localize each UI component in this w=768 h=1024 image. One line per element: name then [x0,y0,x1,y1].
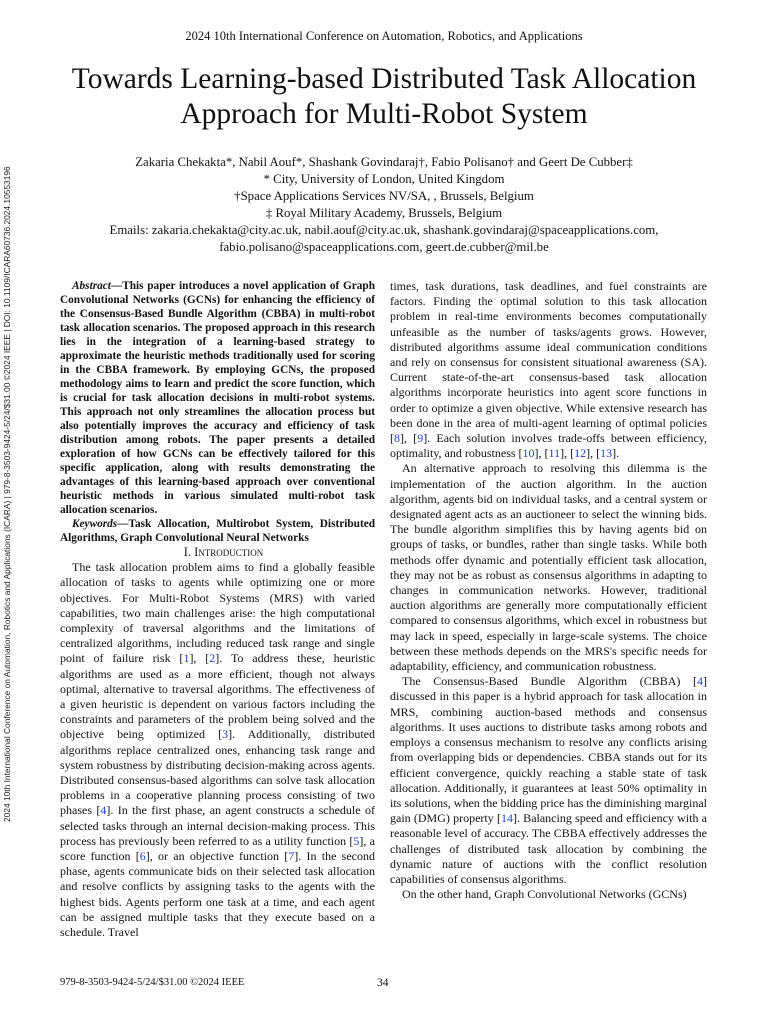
keywords-label: Keywords [72,518,118,530]
citation-link[interactable]: 11 [548,446,561,461]
citation-link[interactable]: 6 [139,849,146,864]
abstract [60,279,375,517]
title-line-1: Towards Learning-based Distributed Task Allocation [71,63,697,95]
citation-link[interactable]: 1 [183,651,190,666]
keywords-text: —Task Allocation, Multirobot System, Distributed Algorithms, Graph Convolutional Neural Networks [60,518,375,544]
section-heading-introduction: I. Introduction [183,545,264,559]
doi-sidebar: 2024 10th International Conference on Automation, Robotics and Applications (ICARA) | 979-8-3503-9424-5/24/$31.00 ©2024 IEEE | DOI: 10.1109/ICARA60736.2024.10553196 [2,166,12,822]
affiliation-1: * City, University of London, United Kingdom [263,172,505,186]
citation-link[interactable]: 10 [522,446,535,461]
conference-header: 2024 10th International Conference on Automation, Robotics, and Applications [185,29,583,43]
left-column [60,279,375,940]
citation-link[interactable]: 14 [500,811,513,826]
keywords [60,517,375,545]
right-column [390,279,707,902]
author-names: Zakaria Chekakta*, Nabil Aouf*, Shashank Govindaraj†, Fabio Polisano† and Geert De Cubber‡ [135,155,633,169]
citation-link[interactable]: 5 [353,833,360,848]
citation-link[interactable]: 12 [574,446,587,461]
citation-link[interactable]: 8 [394,431,400,446]
body-paragraph-auction: An alternative approach to resolving this dilemma is the implementation of the auction algorithm. In the auction algorithm, agents bid on individual tasks, and a central system or designated agent acts as an auctioneer to select the winning bids. The bundle algorithm simplifies this by having agents bid on groups of tasks, or bundles, rather than single tasks. While both methods offer dynamic and potentially efficient task allocation, they may not be as robust as consensus algorithms in adapting to changes in communication networks. However, traditional auction algorithms are generally more computationally efficient compared to consensus algorithms, which excel in robustness but may lack in speed, especially in large-scale systems. The choice between these methods depends on the MRS's specific needs for adaptability, efficiency, and communication robustness. [390,461,707,674]
citation-link[interactable]: 4 [697,674,703,689]
title-line-2: Approach for Multi-Robot System [180,98,588,130]
citation-link[interactable]: 13 [600,446,613,461]
citation-link[interactable]: 4 [100,803,107,818]
author-block [20,154,748,256]
abstract-text: —This paper introduces a novel application of Graph Convolutional Networks (GCNs) for enhancing the efficiency of the Consensus-Based Bundle Algorithm (CBBA) in multi-robot task allocation scenarios. The proposed approach in this research lies in the integration of a learning-based strategy to approximate the heuristic methods traditionally used for scoring in the CBBA framework. By employing GCNs, the proposed methodology aims to learn and predict the score function, which is crucial for task allocation decisions in multi-robot systems. This approach not only streamlines the allocation process but also potentially improves the accuracy and efficiency of task distribution among robots. The paper presents a detailed exploration of how GCNs can be effectively tailored for this specific application, along with results demonstrating the advantages of this learning-based approach over conventional heuristic methods in various simulated multi-robot task allocation scenarios. [60,280,375,516]
footer-isbn: 979-8-3503-9424-5/24/$31.00 ©2024 IEEE [60,977,245,988]
intro-paragraph-1: The task allocation problem aims to find a globally feasible allocation of tasks to agents while optimizing one or more objectives. For Multi-Robot Systems (MRS) with varied capabilities, two main challenges arise: the high computational complexity of traversal algorithms and the limitations of centralized algorithms, including reduced task range and single point of failure risk [1], [2]. To address these, heuristic algorithms are used as a more efficient, though not always optimal, alternative to traversal algorithms. The effectiveness of a given heuristic is dependent on various factors including the constraints and parameters of the problem being solved and the objective being optimized [3]. Additionally, distributed algorithms replace centralized ones, enhancing task range and system robustness by distributing decision-making across agents. Distributed consensus-based algorithms can solve task allocation problems in a cooperative planning process consisting of two phases [4]. In the first phase, an agent constructs a schedule of selected tasks through an internal decision-making process. This process has previously been referred to as a utility function [5], a score function [6], or an objective function [7]. In the second phase, agents communicate bids on their selected task allocation and resolve conflicts by assigning tasks to the agents with the highest bids. Agents perform one task at a time, and each agent can be assigned multiple tasks that they execute based on a schedule. Travel [60,560,376,940]
page-number: 34 [377,977,389,989]
citation-link[interactable]: 2 [209,651,216,666]
abstract-label: Abstract [72,280,111,292]
citation-link[interactable]: 3 [222,727,229,742]
citation-link[interactable]: 9 [417,431,424,446]
body-paragraph-continued: times, task durations, task deadlines, and fuel constraints are factors. Finding the optimal solution to this task allocation problem in real-time environments becomes computationally unfeasible as the number of tasks/agents grows. However, distributed algorithms assume ideal communication conditions and rely on consensus for consistent situational awareness (SA). Current state-of-the-art consensus-based task allocation algorithms incorporate heuristics into agent score functions in order to optimize a given objective. While extensive research has been done in the area of multi-agent learning of optimal policies [8], [9]. Each solution involves trade-offs between efficiency, optimality, and robustness [10], [11], [12], [13]. [390,279,707,461]
affiliation-3: ‡ Royal Military Academy, Brussels, Belgium [265,206,503,220]
citation-link[interactable]: 7 [288,849,295,864]
body-paragraph-cbba: The Consensus-Based Bundle Algorithm (CBBA) [4] discussed in this paper is a hybrid approach for task allocation in MRS, combining auction-based methods and consensus algorithms. It uses auctions to distribute tasks among robots and employs a consensus mechanism to resolve any conflicts arising from overlapping bids or dependencies. CBBA stands out for its efficient convergence, quickly reaching a stable state of task allocation. Additionally, it guarantees at least 50% optimality in its solutions, when the bidding price has the diminishing marginal gain (DMG) property [14]. Balancing speed and efficiency with a reasonable level of accuracy. The CBBA effectively addresses the challenges of distributed task allocation by combining the dynamic nature of auctions with the conflict resolution capabilities of consensus algorithms. [390,674,707,886]
affiliation-2: †Space Applications Services NV/SA, , Brussels, Belgium [234,189,534,203]
emails-line-1: Emails: zakaria.chekakta@city.ac.uk, nabil.aouf@city.ac.uk, shashank.govindaraj@spaceapplications.com, [109,223,659,237]
body-paragraph-gcn: On the other hand, Graph Convolutional Networks (GCNs) [402,887,687,902]
emails-line-2: fabio.polisano@spaceapplications.com, geert.de.cubber@mil.be [219,240,549,254]
paper-title [30,62,738,132]
